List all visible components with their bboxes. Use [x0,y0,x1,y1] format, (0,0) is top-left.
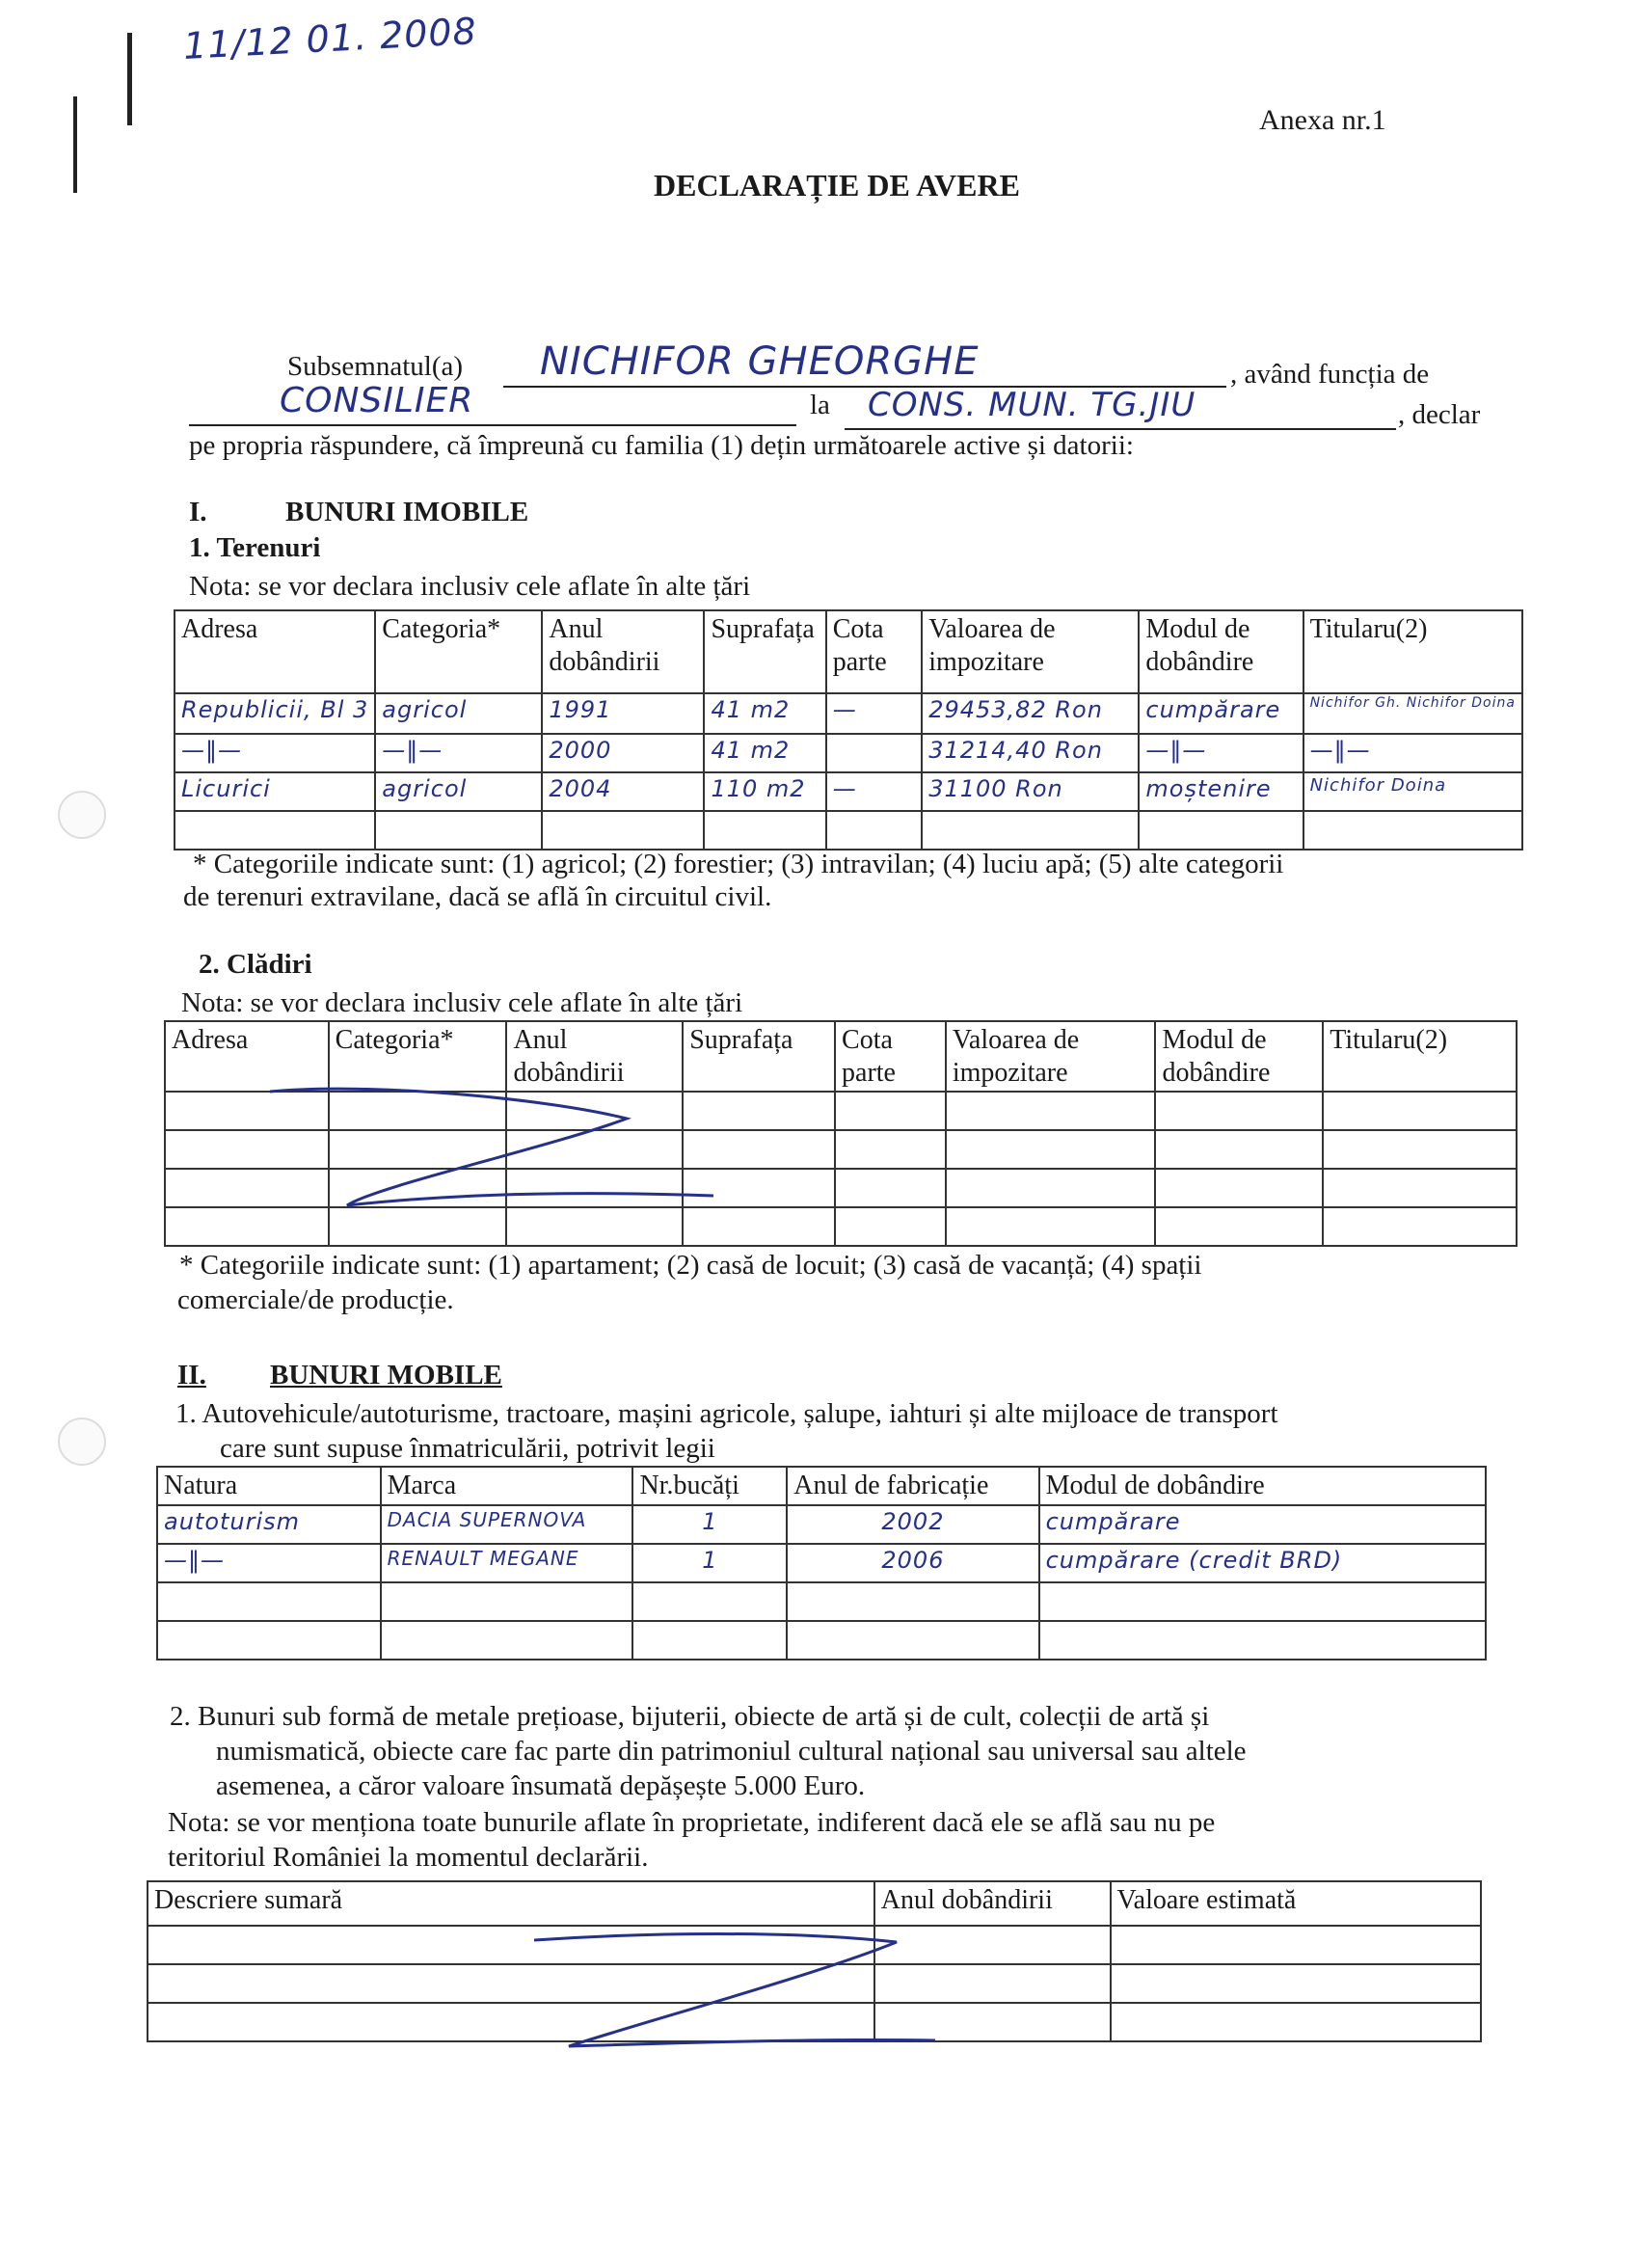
footnote: * Categoriile indicate sunt: (1) apartament; (2) casă de locuit; (3) casă de vacanță; (4) spații [179,1250,1202,1281]
cell-value: — [832,775,857,802]
subsection-title: 2. Clădiri [199,949,312,980]
cell-value: Republicii, Bl 3 [181,696,369,723]
section-note: teritoriul României la momentul declarării. [168,1842,649,1873]
cell-value: 31214,40 Ron [928,737,1103,764]
table-row [148,2003,1481,2041]
margin-mark [73,96,77,193]
col-header: Titularu(2) [1323,1021,1517,1092]
table-row [148,1964,1481,2003]
col-header: Descriere sumară [148,1881,874,1926]
cell-value: 41 m2 [711,737,791,764]
cell-value: DACIA SUPERNOVA [387,1508,587,1531]
item-text: care sunt supuse înmatriculării, potrivit legii [220,1433,715,1464]
table-row [165,1092,1517,1130]
col-header: Categoria* [329,1021,507,1092]
col-header: Anul dobândirii [542,610,704,693]
la-label: la [810,390,830,420]
col-header: Natura [157,1467,381,1505]
item-text: 2. Bunuri sub formă de metale prețioase, bijuterii, obiecte de artă și de cult, colecții de artă și [170,1701,1210,1732]
table-row [165,1169,1517,1207]
cell-value: 29453,82 Ron [928,696,1103,723]
cell-value: 2000 [549,737,612,764]
cell-value: cumpărare [1145,696,1281,723]
footnote: comerciale/de producție. [177,1284,454,1315]
cell-value: 1 [702,1508,718,1535]
cell-value: cumpărare (credit BRD) [1045,1547,1343,1574]
function-label: , având funcția de [1230,359,1430,390]
section-note: Nota: se vor declara inclusiv cele aflate în alte țări [181,987,743,1018]
cell-value: 2002 [881,1508,945,1535]
handwritten-date: 11/12 01. 2008 [182,10,478,68]
function-value: CONSILIER [280,381,474,420]
declarant-name: NICHIFOR GHEORGHE [540,339,980,384]
subsemnatul-label: Subsemnatul(a) [287,351,464,382]
col-header: Cota parte [826,610,922,693]
item-text: 1. Autovehicule/autoturisme, tractoare, mașini agricole, șalupe, iahturi și alte mijloace de transport [175,1398,1278,1429]
cell-value: moștenire [1145,775,1272,802]
cell-value: 1 [702,1547,718,1574]
item-text: numismatică, obiecte care fac parte din patrimoniul cultural național sau universal sau altele [216,1736,1247,1767]
cell-value: agricol [382,775,468,802]
cell-value: —‖— [181,737,242,764]
cell-value: 110 m2 [711,775,806,802]
cell-value: 31100 Ron [928,775,1063,802]
punch-hole [58,791,106,839]
footnote: * Categoriile indicate sunt: (1) agricol; (2) forestier; (3) intravilan; (4) luciu apă; (5) alte categorii [193,849,1284,879]
table-row [157,1582,1486,1621]
vehicles-table [156,1466,1487,1660]
col-header: Modul de dobândire [1139,610,1303,693]
col-header: Nr.bucăți [632,1467,787,1505]
table-row [175,811,1522,850]
cell-value: 1991 [549,696,612,723]
cell-value: RENAULT MEGANE [387,1547,579,1570]
institution-value: CONS. MUN. TG.JIU [868,386,1196,424]
intro-text: pe propria răspundere, că împreună cu familia (1) dețin următoarele active și datorii: [189,430,1134,461]
valuables-table [147,1880,1482,2042]
punch-hole [58,1418,106,1466]
cell-value: Nichifor Doina [1309,775,1447,796]
cell-value: 2004 [549,775,612,802]
land-table [174,609,1523,850]
footnote: de terenuri extravilane, dacă se află în circuitul civil. [183,881,772,912]
cell-value: Nichifor Gh. Nichifor Doina [1309,696,1516,711]
col-header: Cota parte [835,1021,946,1092]
table-row [157,1544,1486,1582]
item-text: asemenea, a căror valoare însumată depășește 5.000 Euro. [216,1770,866,1801]
cell-value: —‖— [164,1547,225,1574]
cell-value: — [832,696,857,723]
cell-value: 41 m2 [711,696,791,723]
section-number: I. [189,497,207,527]
col-header: Anul dobândirii [506,1021,683,1092]
table-row [148,1926,1481,1964]
col-header: Valoarea de impozitare [946,1021,1156,1092]
cell-value: 2006 [881,1547,945,1574]
col-header: Modul de dobândire [1039,1467,1486,1505]
table-row [175,734,1522,772]
table-row [165,1130,1517,1169]
cell-value: Licurici [181,775,271,802]
col-header: Adresa [175,610,375,693]
cell-value: autoturism [164,1508,301,1535]
buildings-table [164,1020,1518,1247]
col-header: Anul de fabricație [787,1467,1038,1505]
col-header: Modul de dobândire [1155,1021,1323,1092]
cell-value: cumpărare [1045,1508,1181,1535]
cell-value: —‖— [1309,737,1371,764]
col-header: Valoarea de impozitare [922,610,1139,693]
table-row [165,1207,1517,1246]
table-row [175,772,1522,811]
col-header: Titularu(2) [1303,610,1522,693]
annex-label: Anexa nr.1 [1259,104,1386,136]
cell-value: agricol [382,696,468,723]
col-header: Valoare estimată [1111,1881,1481,1926]
section-note: Nota: se vor declara inclusiv cele aflate în alte țări [189,571,751,602]
subsection-title: 1. Terenuri [189,532,321,563]
col-header: Marca [381,1467,633,1505]
col-header: Suprafața [704,610,825,693]
col-header: Adresa [165,1021,329,1092]
table-row [175,693,1522,734]
col-header: Suprafața [683,1021,835,1092]
section-heading: BUNURI MOBILE [270,1360,502,1390]
declar-label: , declar [1398,399,1481,430]
cell-value: —‖— [382,737,443,764]
section-note: Nota: se vor menționa toate bunurile aflate în proprietate, indiferent dacă ele se află sau nu pe [168,1807,1216,1838]
margin-mark [127,33,132,125]
table-row [157,1505,1486,1544]
section-number: II. [177,1360,206,1390]
col-header: Categoria* [375,610,542,693]
col-header: Anul dobândirii [874,1881,1111,1926]
function-line [189,424,796,426]
cell-value: —‖— [1145,737,1207,764]
table-row [157,1621,1486,1660]
section-heading: BUNURI IMOBILE [285,497,529,527]
page-title: DECLARAȚIE DE AVERE [654,168,1020,202]
